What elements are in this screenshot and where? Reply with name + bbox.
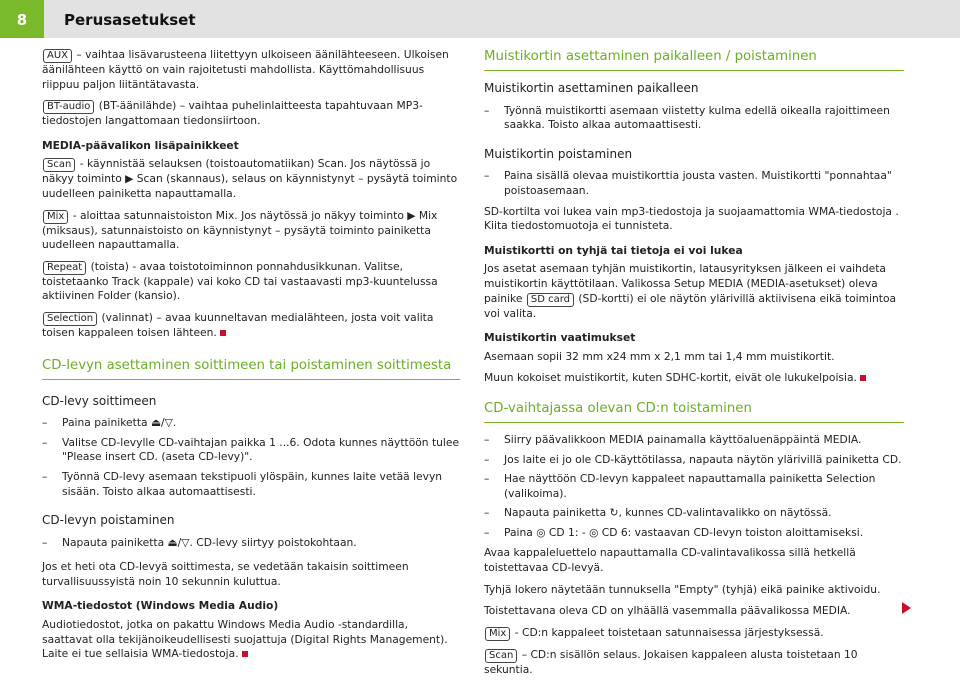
end-marker-icon	[220, 330, 226, 336]
memcard-section-title: Muistikortin asettaminen paikalleen / poistaminen	[484, 48, 904, 71]
aux-paragraph	[42, 48, 460, 92]
requirements-text-2: Muun kokoiset muistikortit, kuten SDHC-kortit, eivät ole lukukelpoisia.	[484, 371, 857, 385]
cd-remove-list	[42, 536, 460, 551]
sd-card-key: SD card	[527, 293, 574, 307]
end-marker-icon	[242, 651, 248, 657]
mix-key: Mix	[485, 627, 510, 641]
left-column	[42, 48, 460, 669]
list-item: – Valitse CD-levylle CD-vaihtajan paikka 1 ...6. Odota kunnes näyttöön tulee "Please insert CD. (aseta CD-levy)".	[42, 436, 460, 465]
cd-play-section-title: CD-vaihtajassa olevan CD:n toistaminen	[484, 400, 904, 423]
page-title: Perusasetukset	[64, 11, 196, 29]
list-item: – Paina painiketta ⏏/▽.	[42, 416, 460, 431]
remove-heading: Muistikortin poistaminen	[484, 146, 633, 161]
mix-paragraph	[484, 626, 904, 641]
repeat-paragraph	[42, 260, 460, 304]
remove-list	[484, 169, 904, 198]
scan-text: – CD:n sisällön selaus. Jokaisen kappaleen alusta toistetaan 10 sekuntia.	[484, 647, 858, 676]
mix-text: - aloittaa satunnaistoiston Mix. Jos näytössä jo näkyy toiminto ▶ Mix (miksaus), satunnaistoisto on käynnistynyt – pysäytä toiminto painiketta uudelleen napauttamalla.	[42, 208, 438, 252]
mix-key: Mix	[43, 210, 68, 224]
insert-list	[484, 104, 904, 133]
bt-text: (BT-äänilähde) – vaihtaa puhelinlaitteesta tapahtuvaan MP3-tiedostojen langattomaan tiedonsiirtoon.	[42, 99, 423, 128]
page-header	[0, 0, 960, 38]
selection-text: (valinnat) – avaa kuunneltavan medialähteen, josta voit valita toisen kappaleen toisen lähteen.	[42, 310, 434, 339]
mix-text: - CD:n kappaleet toistetaan satunnaisessa järjestyksessä.	[511, 625, 824, 639]
bt-audio-key: BT-audio	[43, 100, 94, 114]
active-cd-text: Toistettavana oleva CD on ylhäällä vasemmalla päävalikossa MEDIA.	[484, 604, 851, 618]
selection-key: Selection	[43, 312, 97, 326]
scan-text: - käynnistää selauksen (toistoautomatiikan) Scan. Jos näytössä jo näkyy toiminto ▶ Scan (skannaus), selaus on käynnistynyt – pysäytä toiminto uudelleen painiketta napauttamalla.	[42, 157, 458, 200]
sd-card-text: (SD-kortti) ei ole näytön ylärivillä aktiivisena eikä toimintoa voi valita.	[484, 291, 897, 320]
end-marker-icon	[860, 375, 866, 381]
insert-heading: Muistikortin asettaminen paikalleen	[484, 81, 699, 95]
sd-note: SD-kortilta voi lukea vain mp3-tiedostoja ja suojaamattomia WMA-tiedostoja . Kiita tiedostomuotoja ei tunnisteta.	[484, 204, 899, 233]
empty-card-paragraph	[484, 262, 904, 321]
cd-insert-heading: CD-levy soittimeen	[42, 393, 157, 408]
page-number: 8	[0, 0, 44, 38]
repeat-text: (toista) - avaa toistotoiminnon ponnahdusikkunan. Valitse, toistetaanko Track (kappale) vai koko CD tai vastaavasti mp3-kuuntelussa aktiivinen Folder (kansio).	[42, 259, 438, 303]
scan-key: Scan	[43, 158, 75, 172]
scan-key: Scan	[485, 649, 517, 663]
cd-section-title: CD-levyn asettaminen soittimeen tai poistaminen soittimesta	[42, 357, 460, 380]
list-item: – Paina ◎ CD 1: - ◎ CD 6: vastaavan CD-levyn toiston aloittamiseksi.	[484, 526, 904, 541]
empty-slot-text: Tyhjä lokero näytetään tunnuksella "Empty" (tyhjä) eikä painike aktivoidu.	[484, 582, 881, 596]
list-item: – Napauta painiketta ↻, kunnes CD-valintavalikko on näytössä.	[484, 506, 904, 521]
repeat-key: Repeat	[43, 261, 86, 275]
requirements-text-1: Asemaan sopii 32 mm x24 mm x 2,1 mm tai 1,4 mm muistikortit.	[484, 349, 835, 363]
aux-text: – vaihtaa lisävarusteena liitettyyn ulkoiseen äänilähteeseen. Ulkoisen äänilähteen käyttö on vain rajoitetusti mahdollista. Käyttömahdollisuus riippuu paljon liitäntätavasta.	[42, 48, 449, 91]
mix-paragraph	[42, 209, 460, 253]
empty-card-heading: Muistikortti on tyhjä tai tietoja ei voi lukea	[484, 243, 743, 257]
list-item: – Työnnä muistikortti asemaan viistetty kulma edellä oikealla rajoittimeen saakka. Toisto alkaa automaattisesti.	[484, 104, 904, 133]
wma-paragraph	[42, 618, 460, 662]
list-item: – Hae näyttöön CD-levyn kappaleet napauttamalla painiketta Selection (valikoima).	[484, 472, 904, 501]
cd-play-list	[484, 433, 904, 541]
selection-paragraph	[42, 311, 460, 341]
right-column	[484, 48, 904, 684]
list-item: – Työnnä CD-levy asemaan tekstipuoli ylöspäin, kunnes laite vetää levyn sisään. Toisto alkaa automaattisesti.	[42, 470, 460, 499]
scan-paragraph	[42, 157, 460, 201]
list-item: – Jos laite ei jo ole CD-käyttötilassa, napauta näytön ylärivillä painiketta CD.	[484, 453, 904, 468]
wma-text: Audiotiedostot, jotka on pakattu Windows Media Audio -standardilla, saattavat olla tekijänoikeudellisesti suojattuja (Digital Rights Management). Laite ei tue sellaisia WMA-tiedostoja.	[42, 618, 448, 661]
cd-note: Jos et heti ota CD-levyä soittimesta, se vedetään takaisin soittimeen turvallisuussyistä noin 10 sekunnin kuluttua.	[42, 560, 409, 588]
empty-card-text: Jos asetat asemaan tyhjän muistikortin, latausyrityksen jälkeen ei vaihdeta muistikortin käyttötilaan. Valikossa Setup MEDIA (MEDIA-asetukset) oleva painike	[484, 262, 886, 305]
requirements-paragraph-2	[484, 371, 904, 386]
list-item: – Siirry päävalikkoon MEDIA painamalla käyttöaluenäppäintä MEDIA.	[484, 433, 904, 448]
cd-insert-list	[42, 416, 460, 499]
list-item: – Napauta painiketta ⏏/▽. CD-levy siirtyy poistokohtaan.	[42, 536, 460, 551]
cd-remove-heading: CD-levyn poistaminen	[42, 513, 175, 528]
wma-heading: WMA-tiedostot (Windows Media Audio)	[42, 599, 279, 613]
media-heading: MEDIA-päävalikon lisäpainikkeet	[42, 138, 239, 152]
list-item: – Paina sisällä olevaa muistikorttia jousta vasten. Muistikortti "ponnahtaa" poistoasemaan.	[484, 169, 904, 198]
tracklist-text: Avaa kappaleluettelo napauttamalla CD-valintavalikossa sillä hetkellä toistettavaa CD-levyä.	[484, 546, 856, 575]
aux-key: AUX	[43, 49, 72, 63]
next-page-arrow-icon	[902, 602, 911, 614]
requirements-heading: Muistikortin vaatimukset	[484, 331, 636, 345]
scan-paragraph	[484, 648, 904, 678]
bt-paragraph	[42, 99, 460, 129]
